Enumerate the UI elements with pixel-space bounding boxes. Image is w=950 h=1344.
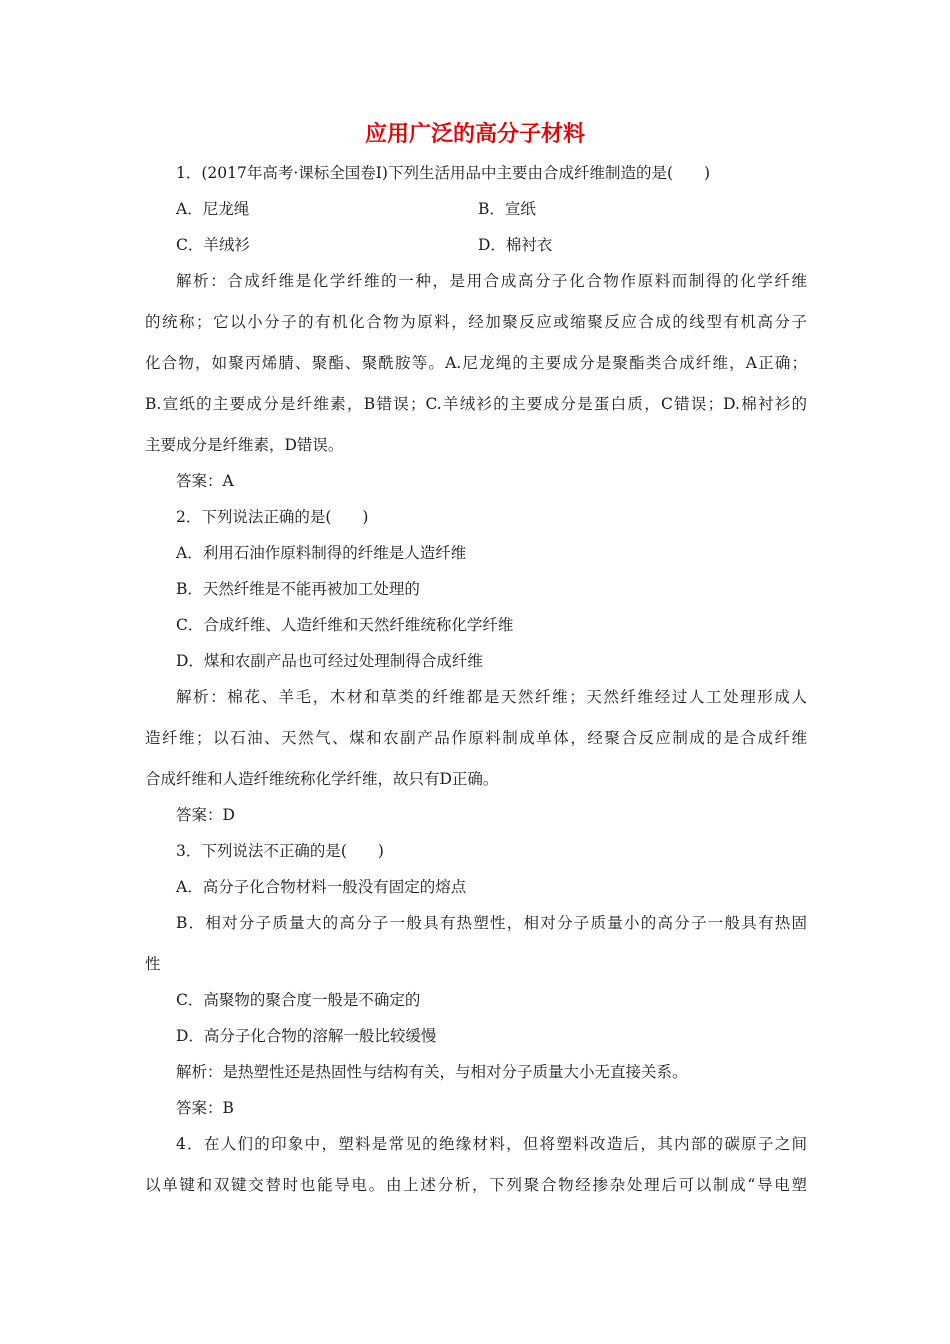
q3-answer: 答案：B (176, 1099, 234, 1117)
q3-option-c: C．高聚物的聚合度一般是不确定的 (176, 991, 421, 1009)
q3-stem: 3．下列说法不正确的是( ) (176, 842, 384, 860)
q3-option-d: D．高分子化合物的溶解一般比较缓慢 (176, 1027, 437, 1045)
q2-explanation-line: 造纤维；以石油、天然气、煤和农副产品作原料制成单体，经聚合反应制成的是合成纤维 (145, 729, 807, 747)
q2-option-a: A．利用石油作原料制得的纤维是人造纤维 (176, 544, 467, 562)
q3-option-b: B．相对分子质量大的高分子一般具有热塑性，相对分子质量小的高分子一般具有热固 (176, 914, 807, 932)
q1-option-a: A．尼龙绳 (176, 200, 250, 218)
q2-option-d: D．煤和农副产品也可经过处理制得合成纤维 (176, 652, 483, 670)
q1-stem: 1．(2017年高考·课标全国卷Ⅰ)下列生活用品中主要由合成纤维制造的是( ) (176, 164, 711, 182)
q2-explanation-line: 合成纤维和人造纤维统称化学纤维，故只有D正确。 (145, 770, 499, 788)
page-title: 应用广泛的高分子材料 (364, 122, 585, 147)
q2-option-c: C．合成纤维、人造纤维和天然纤维统称化学纤维 (176, 616, 514, 634)
q1-explanation-line: 主要成分是纤维素，D错误。 (145, 436, 344, 454)
q1-explanation-line: 解析：合成纤维是化学纤维的一种，是用合成高分子化合物作原料而制得的化学纤维 (176, 272, 807, 290)
q1-explanation-line: B.宣纸的主要成分是纤维素，B错误；C.羊绒衫的主要成分是蛋白质，C错误；D.棉衬衫的 (145, 395, 807, 413)
q4-stem-continued: 以单键和双键交替时也能导电。由上述分析，下列聚合物经掺杂处理后可以制成“导电塑 (145, 1176, 807, 1194)
q4-stem: 4．在人们的印象中，塑料是常见的绝缘材料，但将塑料改造后，其内部的碳原子之间 (176, 1135, 807, 1153)
q1-option-d: D．棉衬衣 (478, 236, 553, 254)
q1-answer: 答案：A (176, 472, 234, 490)
q1-explanation-line: 的统称；它以小分子的有机化合物为原料，经加聚反应或缩聚反应合成的线型有机高分子 (145, 313, 807, 331)
q3-option-b-continued: 性 (145, 955, 161, 973)
q2-explanation-line: 解析：棉花、羊毛，木材和草类的纤维都是天然纤维；天然纤维经过人工处理形成人 (176, 688, 807, 706)
q2-answer: 答案：D (176, 806, 235, 824)
q1-option-b: B．宣纸 (478, 200, 536, 218)
q3-option-a: A．高分子化合物材料一般没有固定的熔点 (176, 878, 467, 896)
q2-stem: 2．下列说法正确的是( ) (176, 508, 369, 526)
q3-explanation-line: 解析：是热塑性还是热固性与结构有关，与相对分子质量大小无直接关系。 (176, 1063, 688, 1081)
q1-explanation-line: 化合物，如聚丙烯腈、聚酯、聚酰胺等。A.尼龙绳的主要成分是聚酯类合成纤维，A正确； (145, 354, 807, 372)
q1-option-c: C．羊绒衫 (176, 236, 250, 254)
q2-option-b: B．天然纤维是不能再被加工处理的 (176, 580, 420, 598)
